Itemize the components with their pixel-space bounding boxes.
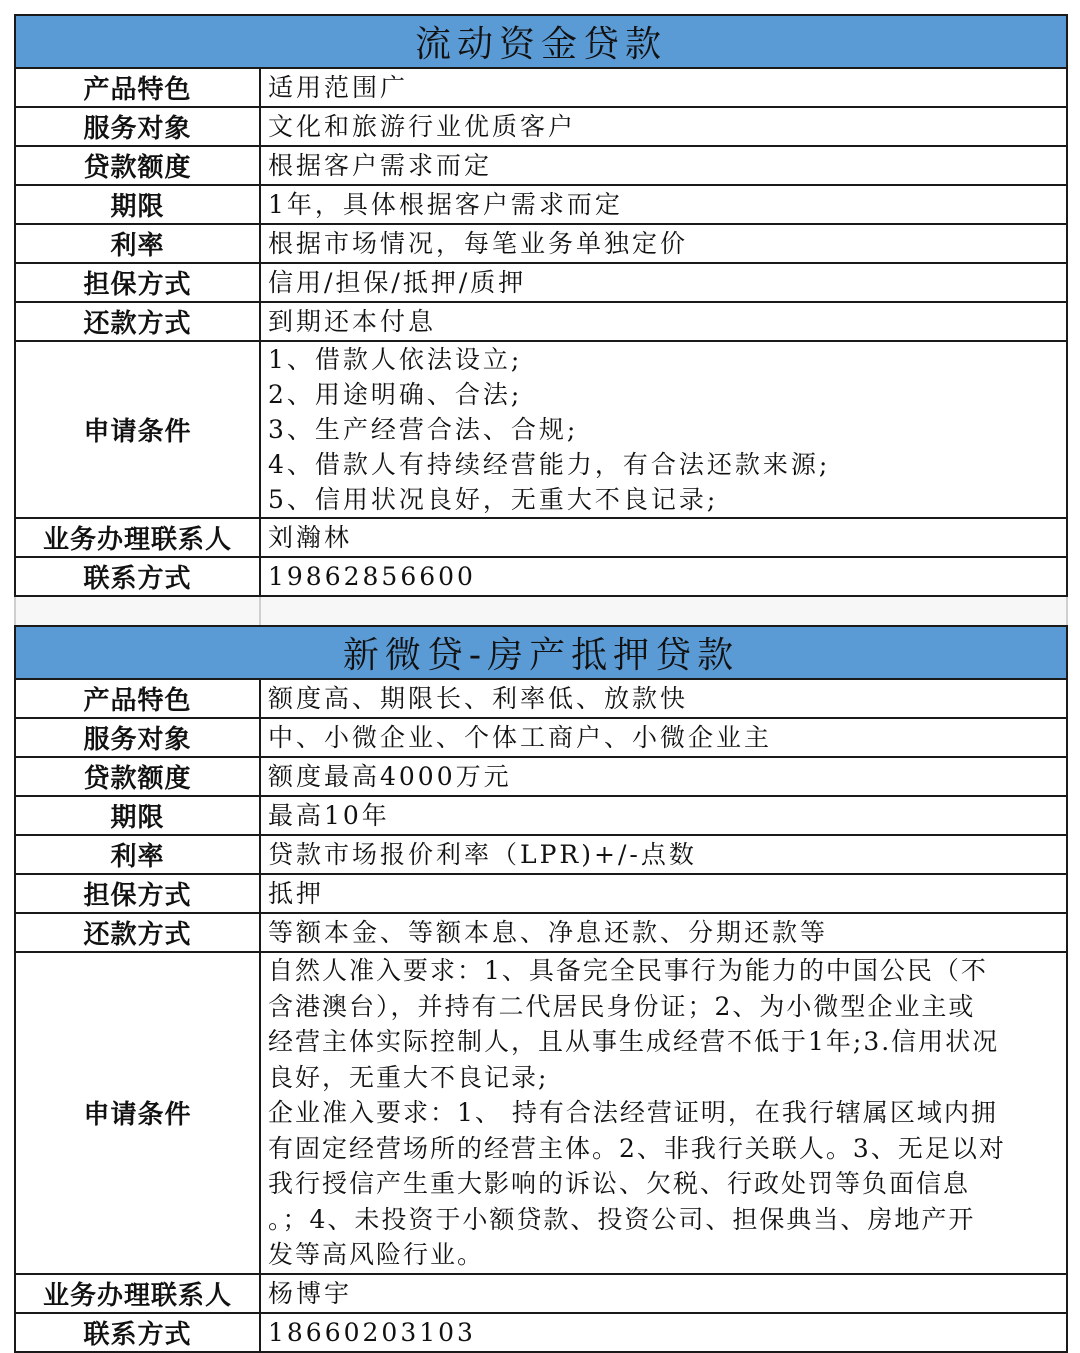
s2-row-repayment bbox=[15, 913, 1067, 952]
s1-condition-item: 2、用途明确、合法; bbox=[268, 380, 523, 409]
s1-value-repayment: 到期还本付息 bbox=[260, 302, 1067, 341]
s1-row-amount bbox=[15, 146, 1067, 185]
s1-label-guarantee: 担保方式 bbox=[15, 263, 260, 302]
s1-label-contact-person: 业务办理联系人 bbox=[15, 518, 260, 557]
s2-condition-line: 。；4、未投资于小额贷款、投资公司、担保典当、房地产开 bbox=[268, 1204, 976, 1234]
s1-condition-item: 1、借款人依法设立; bbox=[268, 345, 523, 374]
s2-value-amount: 额度最高4000万元 bbox=[260, 757, 1067, 796]
spacer-cell bbox=[15, 596, 260, 626]
section2-title: 新微贷-房产抵押贷款 bbox=[15, 626, 1067, 679]
s1-row-term bbox=[15, 185, 1067, 224]
s2-row-rate bbox=[15, 835, 1067, 874]
s2-value-rate: 贷款市场报价利率（LPR)+/-点数 bbox=[260, 835, 1067, 874]
s2-value-contact: 18660203103 bbox=[260, 1313, 1067, 1352]
s1-row-contact-person bbox=[15, 518, 1067, 557]
s2-value-contact-person: 杨博宇 bbox=[260, 1274, 1067, 1313]
s1-label-contact: 联系方式 bbox=[15, 557, 260, 596]
section1-title-row bbox=[15, 15, 1067, 68]
s2-label-contact-person: 业务办理联系人 bbox=[15, 1274, 260, 1313]
s1-row-conditions bbox=[15, 341, 1067, 518]
s2-value-repayment: 等额本金、等额本息、净息还款、分期还款等 bbox=[260, 913, 1067, 952]
s2-condition-line: 含港澳台），并持有二代居民身份证；2、为小微型企业主或 bbox=[268, 991, 976, 1021]
s1-label-rate: 利率 bbox=[15, 224, 260, 263]
s1-label-repayment: 还款方式 bbox=[15, 302, 260, 341]
s2-row-guarantee bbox=[15, 874, 1067, 913]
s2-row-conditions bbox=[15, 952, 1067, 1274]
s1-value-guarantee: 信用/担保/抵押/质押 bbox=[260, 263, 1067, 302]
s1-row-repayment bbox=[15, 302, 1067, 341]
s2-value-conditions bbox=[260, 952, 1067, 1274]
s2-label-features: 产品特色 bbox=[15, 679, 260, 718]
s1-row-rate bbox=[15, 224, 1067, 263]
s1-value-contact: 19862856600 bbox=[260, 557, 1067, 596]
s2-value-features: 额度高、期限长、利率低、放款快 bbox=[260, 679, 1067, 718]
s2-row-term bbox=[15, 796, 1067, 835]
s2-condition-line: 发等高风险行业。 bbox=[268, 1240, 485, 1269]
s2-label-repayment: 还款方式 bbox=[15, 913, 260, 952]
s1-value-rate: 根据市场情况，每笔业务单独定价 bbox=[260, 224, 1067, 263]
spacer-cell bbox=[260, 596, 1067, 626]
s2-condition-line: 企业准入要求：1、 持有合法经营证明，在我行辖属区域内拥 bbox=[268, 1098, 998, 1127]
s1-label-clients: 服务对象 bbox=[15, 107, 260, 146]
s1-row-guarantee bbox=[15, 263, 1067, 302]
s2-row-contact bbox=[15, 1313, 1067, 1352]
s1-label-features: 产品特色 bbox=[15, 68, 260, 107]
s2-label-conditions: 申请条件 bbox=[15, 952, 260, 1274]
s2-label-clients: 服务对象 bbox=[15, 718, 260, 757]
s1-label-amount: 贷款额度 bbox=[15, 146, 260, 185]
loan-products-sheet bbox=[14, 14, 1066, 1353]
s1-row-clients bbox=[15, 107, 1067, 146]
s1-row-contact bbox=[15, 557, 1067, 596]
section2-title-row bbox=[15, 626, 1067, 679]
s1-condition-item: 3、生产经营合法、合规; bbox=[268, 415, 579, 444]
s1-value-conditions bbox=[260, 341, 1067, 518]
s1-label-conditions: 申请条件 bbox=[15, 341, 260, 518]
s1-value-amount: 根据客户需求而定 bbox=[260, 146, 1067, 185]
s1-value-features: 适用范围广 bbox=[260, 68, 1067, 107]
section1-title: 流动资金贷款 bbox=[15, 15, 1067, 68]
s2-value-clients: 中、小微企业、个体工商户、小微企业主 bbox=[260, 718, 1067, 757]
s1-condition-item: 4、借款人有持续经营能力，有合法还款来源; bbox=[268, 450, 831, 479]
s2-label-rate: 利率 bbox=[15, 835, 260, 874]
section-spacer-row bbox=[15, 596, 1067, 626]
s1-value-term: 1年，具体根据客户需求而定 bbox=[260, 185, 1067, 224]
s2-row-amount bbox=[15, 757, 1067, 796]
s1-label-term: 期限 bbox=[15, 185, 260, 224]
s1-value-clients: 文化和旅游行业优质客户 bbox=[260, 107, 1067, 146]
s2-condition-line: 有固定经营场所的经营主体。2、非我行关联人。3、无足以对 bbox=[268, 1133, 1006, 1163]
s2-condition-line: 良好，无重大不良记录; bbox=[268, 1062, 549, 1092]
s1-value-contact-person: 刘瀚林 bbox=[260, 518, 1067, 557]
s2-label-term: 期限 bbox=[15, 796, 260, 835]
s2-row-clients bbox=[15, 718, 1067, 757]
s2-label-guarantee: 担保方式 bbox=[15, 874, 260, 913]
s2-row-features bbox=[15, 679, 1067, 718]
s2-value-term: 最高10年 bbox=[260, 796, 1067, 835]
loan-products-table bbox=[14, 14, 1068, 1353]
s1-row-features bbox=[15, 68, 1067, 107]
s1-condition-item: 5、信用状况良好，无重大不良记录; bbox=[268, 485, 719, 514]
s2-label-contact: 联系方式 bbox=[15, 1313, 260, 1352]
s2-value-guarantee: 抵押 bbox=[260, 874, 1067, 913]
s2-condition-line: 自然人准入要求：1、具备完全民事行为能力的中国公民（不 bbox=[268, 956, 988, 985]
s2-row-contact-person bbox=[15, 1274, 1067, 1313]
s2-label-amount: 贷款额度 bbox=[15, 757, 260, 796]
s2-condition-line: 经营主体实际控制人，且从事生成经营不低于1年;3.信用状况 bbox=[268, 1027, 1000, 1056]
s2-condition-line: 我行授信产生重大影响的诉讼、欠税、行政处罚等负面信息 bbox=[268, 1169, 971, 1198]
